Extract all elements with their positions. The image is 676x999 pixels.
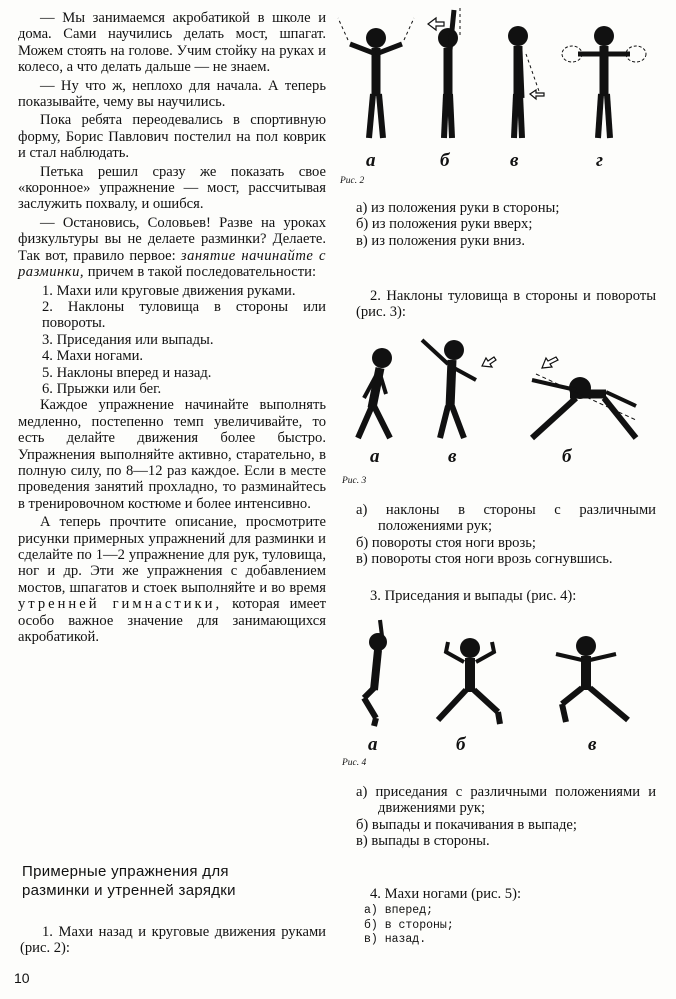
figure-label: в [448,446,457,467]
figure-label: б [440,150,450,171]
list-item: а) приседания с различными положениями и движениями рук; [356,784,656,817]
figure-4-items [356,784,656,850]
list-item: в) повороты стоя ноги врозь согнувшись. [356,551,613,568]
paragraph: Петька решил сразу же показать свое «коронное» упражнение — мост, рассчитывая заслужить похвалу, и ошибся. [18,163,326,213]
paragraph: — Мы занимаемся акробатикой в школе и дома. Сами научились делать мост, шпагат. Можем стоять на голове. Учим стойку на руках и колесо, а что делать дальше — не знаем. [18,10,326,76]
section-3-text: 3. Приседания и выпады (рис. 4): [370,588,577,604]
list-item: а) вперед; [364,904,434,917]
spaced-term: утренней гимнастики, [18,596,223,613]
section-heading: Примерные упражнения для разминки и утренней зарядки [22,863,236,899]
figure-label: а [368,734,378,755]
list-item: б) из положения руки вверх; [356,216,533,233]
figure-caption: Рис. 4 [342,758,367,768]
figure-label: а [370,446,380,467]
list-item: 5. Наклоны вперед и назад. [42,364,212,381]
paragraph: — Остановись, Соловьев! Разве на уроках физкультуры вы не делаете разминки? Делаете. Так вот, правило первое: занятие начинайте с разминки, причем в такой последовательности: [18,214,326,281]
figure-4 [336,606,656,776]
list-item: в) выпады в стороны. [356,833,490,850]
paragraph: — Ну что ж, неплохо для начала. А теперь показывайте, чему вы научились. [18,77,326,111]
italic-rule: занятие начинайте с разминки, [18,247,326,281]
figure-3-illustration [336,328,656,494]
figure-label: б [562,446,572,467]
figure-caption: Рис. 3 [342,476,367,486]
list-item: 6. Прыжки или бег. [42,380,162,397]
list-item: в) назад. [364,933,427,946]
section-1-text: 1. Махи назад и круговые движения руками (рис. 2): [20,924,326,957]
figure-caption: Рис. 2 [340,176,365,186]
figure-2-illustration [336,4,656,190]
list-item: 3. Приседания или выпады. [42,331,214,348]
section-2-text: 2. Наклоны туловища в стороны и повороты (рис. 3): [356,288,656,321]
paragraph: Каждое упражнение начинайте выполнять медленно, постепенно темп увеличивайте, то есть делайте движения более быстро. Упражнения выполняйте активно, старательно, в полную силу, по 8—12 раз каждое. Если в месте проведения занятий прохладно, то разминайтесь в тренировочном костюме и более интенсивно. [18,397,326,512]
figure-2-items [356,200,656,249]
figure-label: в [510,150,519,171]
figure-3 [336,328,656,494]
section-4-text: 4. Махи ногами (рис. 5): [370,886,522,902]
figure-4-illustration [336,606,656,776]
figure-label: б [456,734,466,755]
list-item: 2. Наклоны туловища в стороны или повороты. [42,298,326,332]
list-item: б) повороты стоя ноги врозь; [356,534,536,551]
figure-5-items [356,904,656,948]
figure-label: в [588,734,597,755]
figure-2 [336,4,656,190]
left-column [18,10,326,647]
list-item: а) наклоны в стороны с различными положениями рук; [356,502,656,535]
list-item: 4. Махи ногами. [42,348,144,365]
paragraph: Пока ребята переодевались в спортивную форму, Борис Павлович постелил на пол коврик и стал наблюдать. [18,112,326,162]
list-item: 1. Махи или круговые движения руками. [42,282,296,299]
figure-label: а [366,150,376,171]
figure-label: г [596,150,604,171]
list-item: в) из положения руки вниз. [356,232,525,249]
figure-3-items [356,502,656,568]
list-item: а) из положения руки в стороны; [356,200,560,216]
list-item: б) в стороны; [364,918,454,932]
list-item: б) выпады и покачивания в выпаде; [356,816,577,833]
page-number: 10 [14,970,30,986]
paragraph: А теперь прочтите описание, просмотрите рисунки примерных упражнений для разминки и сделайте по 1—2 упражнение для рук, туловища, ног и др. Эти же упражнения с добавлением мостов, шпагатов и стоек выполняйте и во время утренней гимнастики, которая имеет особо важное значение для занимающихся акробатикой. [18,514,326,646]
